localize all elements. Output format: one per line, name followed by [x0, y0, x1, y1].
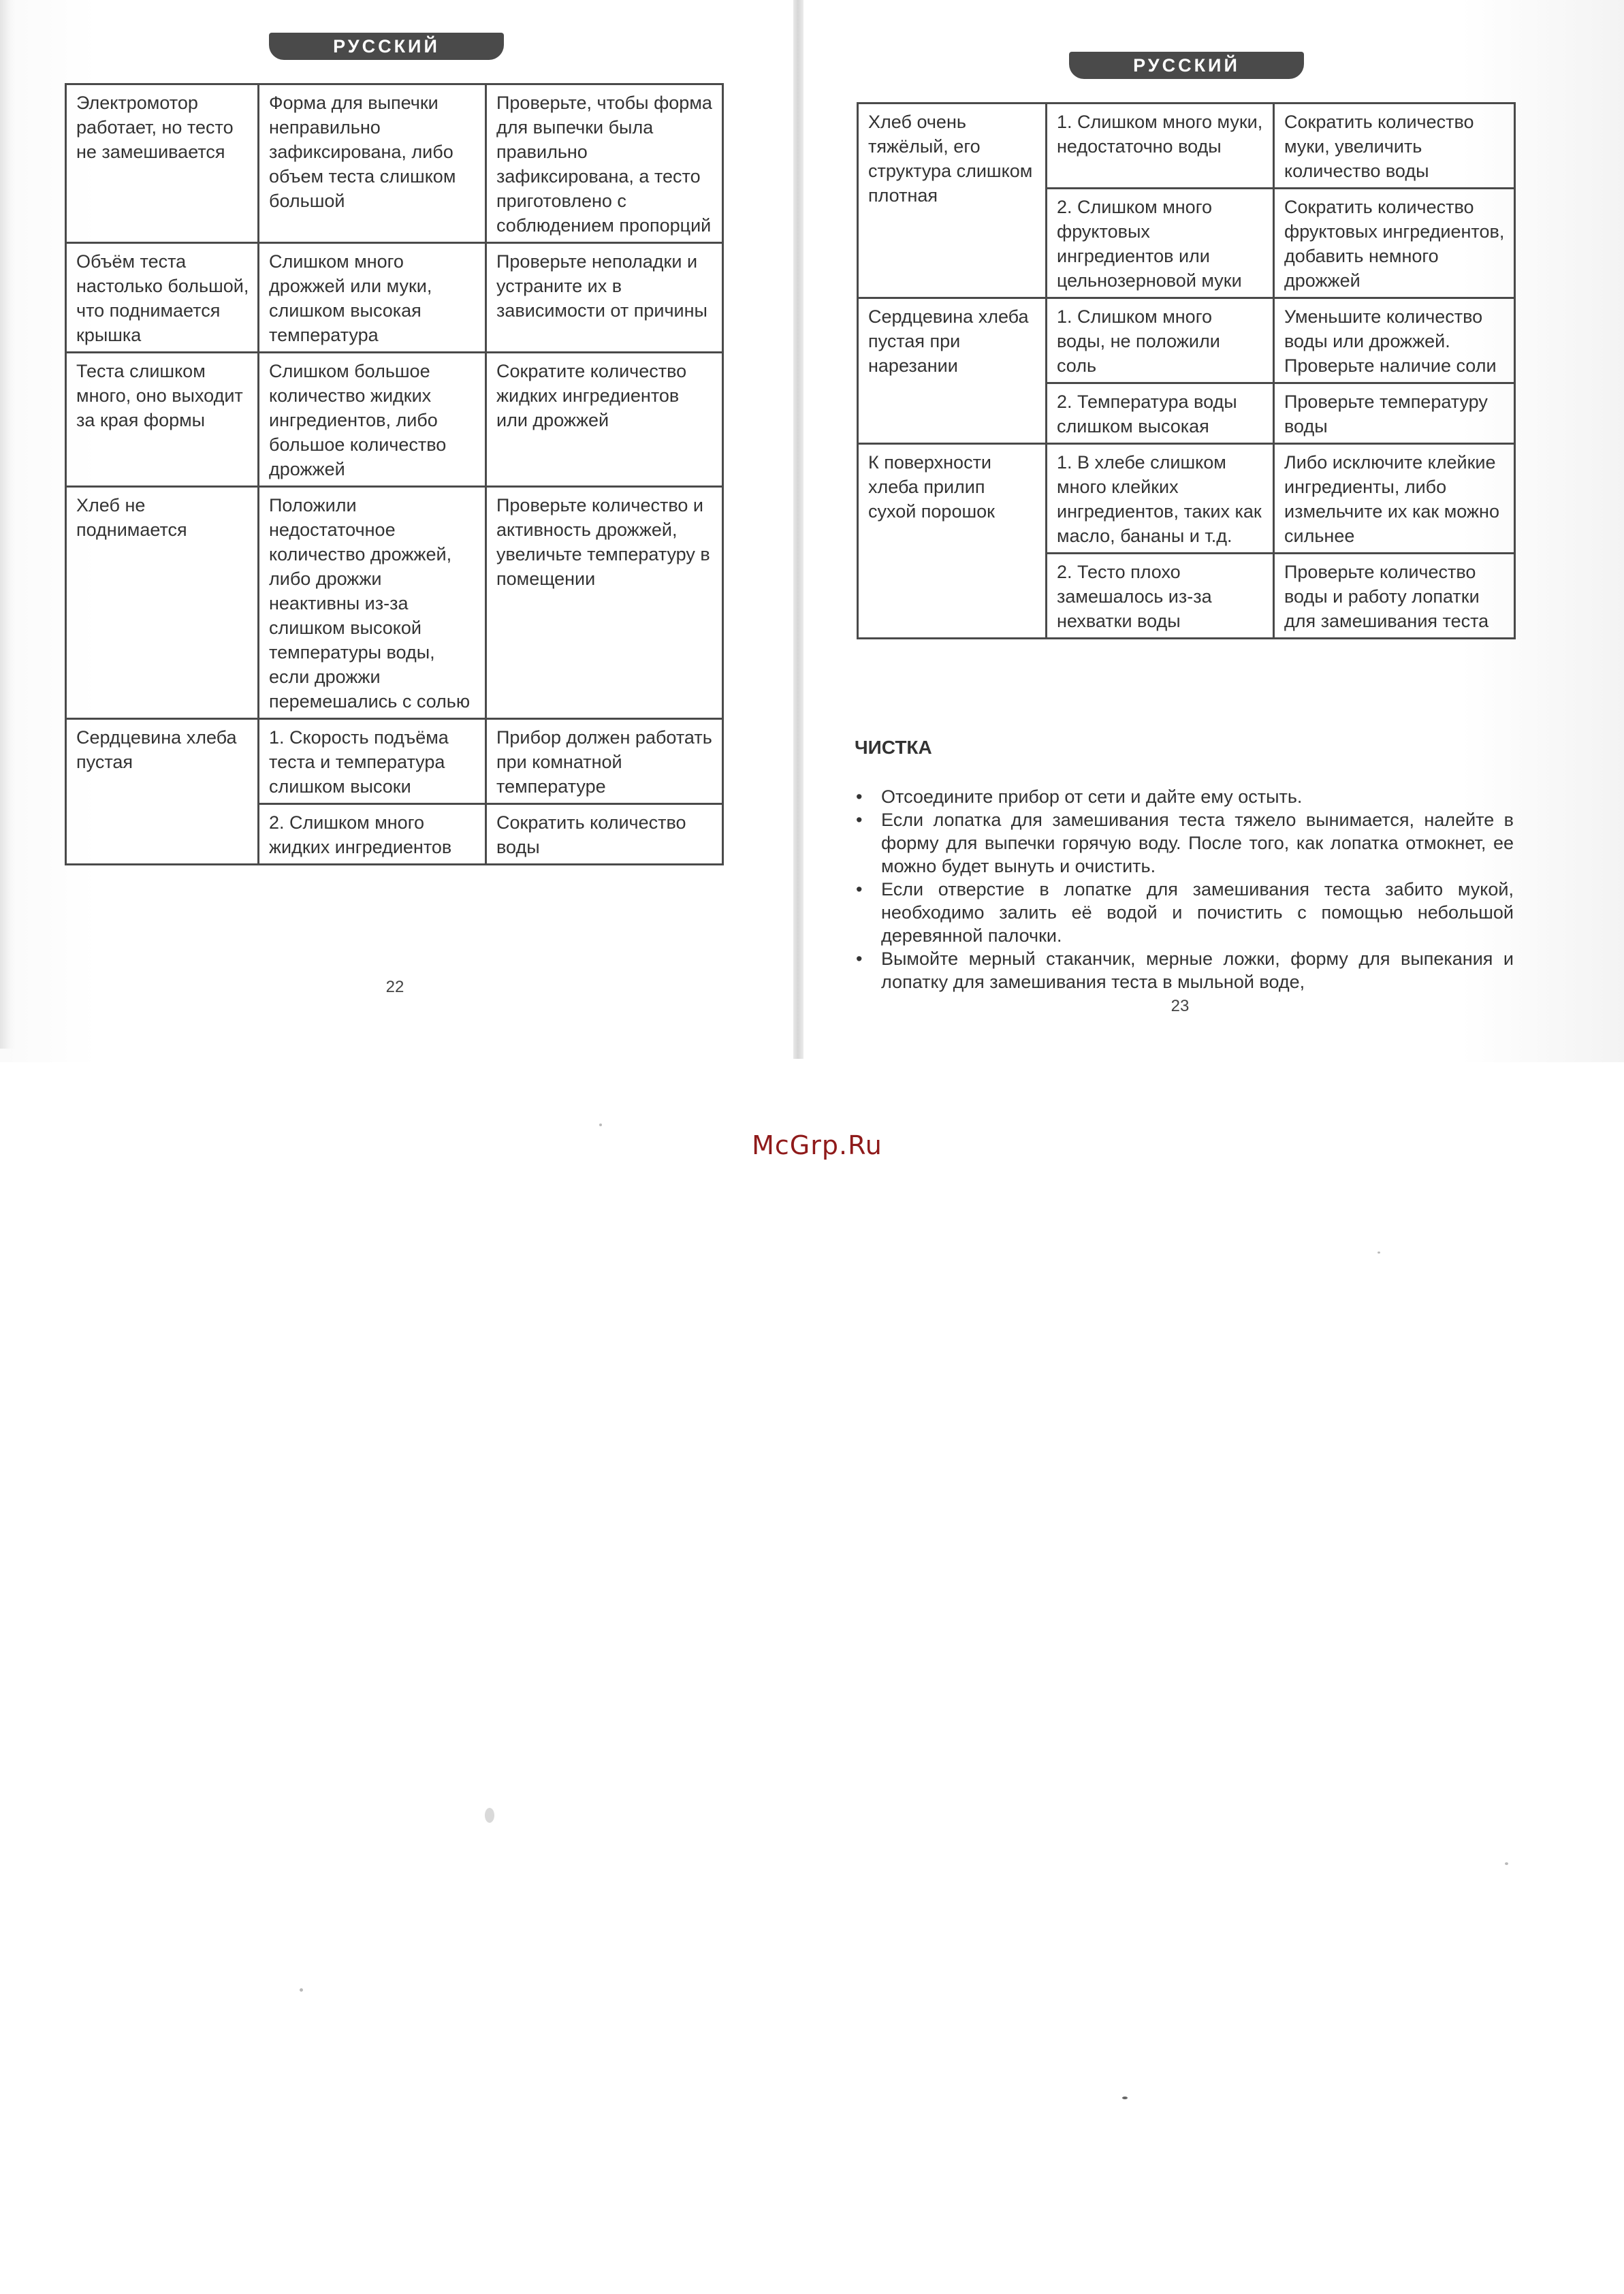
cause-cell: 2. Тесто плохо замешалось из-за нехватки воды: [1047, 554, 1274, 639]
cause-cell: 1. Слишком много муки, недостаточно воды: [1047, 103, 1274, 189]
cause-cell: 2. Слишком много фруктовых ингредиентов или цельнозерновой муки: [1047, 189, 1274, 298]
table-row: [858, 298, 1515, 383]
list-item: [855, 808, 1514, 878]
list-item: [855, 878, 1514, 947]
table-row: [66, 353, 723, 487]
table-row: [66, 487, 723, 719]
cause-cell: Форма для выпечки неправильно зафиксирована, либо объем теста слишком большой: [259, 84, 486, 243]
list-item: [855, 947, 1514, 993]
solution-cell: Уменьшите количество воды или дрожжей. Проверьте наличие соли: [1274, 298, 1515, 383]
problem-cell: К поверхности хлеба прилип сухой порошок: [858, 444, 1047, 639]
cause-cell: Слишком много дрожжей или муки, слишком высокая температура: [259, 243, 486, 353]
bullet-icon: •: [856, 879, 863, 899]
scan-speck: [1505, 1862, 1508, 1865]
list-item-text: Отсоедините прибор от сети и дайте ему остыть.: [881, 786, 1303, 807]
solution-cell: Прибор должен работать при комнатной температуре: [486, 719, 723, 804]
solution-cell: Проверьте количество и активность дрожжей, увеличьте температуру в помещении: [486, 487, 723, 719]
table-row: [66, 84, 723, 243]
cause-cell: Слишком большое количество жидких ингредиентов, либо большое количество дрожжей: [259, 353, 486, 487]
table-row: [858, 444, 1515, 554]
page-number: 23: [1171, 997, 1190, 1015]
language-tab: РУССКИЙ: [1069, 52, 1304, 79]
solution-cell: Проверьте неполадки и устраните их в зависимости от причины: [486, 243, 723, 353]
troubleshooting-table-right: [857, 102, 1516, 639]
solution-cell: Сократить количество фруктовых ингредиентов, добавить немного дрожжей: [1274, 189, 1515, 298]
bullet-icon: •: [856, 810, 863, 830]
troubleshooting-table-left: [65, 83, 724, 865]
cause-cell: Положили недостаточное количество дрожжей, либо дрожжи неактивны из-за слишком высокой температуры воды, если дрожжи перемешались с солью: [259, 487, 486, 719]
bullet-icon: •: [856, 949, 863, 969]
bullet-icon: •: [856, 786, 863, 807]
problem-cell: Объём теста настолько большой, что поднимается крышка: [66, 243, 259, 353]
cleaning-list: [855, 785, 1514, 993]
page-number: 22: [385, 978, 404, 996]
solution-cell: Сократить количество воды: [486, 804, 723, 865]
list-item: [855, 785, 1514, 808]
language-tab: РУССКИЙ: [269, 33, 504, 60]
cause-cell: 2. Слишком много жидких ингредиентов: [259, 804, 486, 865]
page-right: [803, 0, 1624, 1062]
table-row: [66, 719, 723, 804]
book-gutter: [793, 0, 803, 1059]
list-item-text: Вымойте мерный стаканчик, мерные ложки, форму для выпекания и лопатку для замешивания теста в мыльной воде,: [881, 949, 1514, 992]
cause-cell: 1. Скорость подъёма теста и температура слишком высоки: [259, 719, 486, 804]
scan-speck: [1378, 1252, 1380, 1254]
problem-cell: Хлеб очень тяжёлый, его структура слишком плотная: [858, 103, 1047, 298]
cause-cell: 1. В хлебе слишком много клейких ингредиентов, таких как масло, бананы и т.д.: [1047, 444, 1274, 554]
solution-cell: Либо исключите клейкие ингредиенты, либо измельчите их как можно сильнее: [1274, 444, 1515, 554]
page-left: [0, 0, 793, 1062]
solution-cell: Проверьте температуру воды: [1274, 383, 1515, 444]
problem-cell: Сердцевина хлеба пустая при нарезании: [858, 298, 1047, 444]
solution-cell: Сократите количество жидких ингредиентов или дрожжей: [486, 353, 723, 487]
scan-speck: [599, 1124, 602, 1126]
solution-cell: Проверьте, чтобы форма для выпечки была правильно зафиксирована, а тесто приготовлено с соблюдением пропорций: [486, 84, 723, 243]
problem-cell: Хлеб не поднимается: [66, 487, 259, 719]
list-item-text: Если отверстие в лопатке для замешивания теста забито мукой, необходимо залить её водой и почистить с помощью небольшой деревянной палочки.: [881, 879, 1514, 946]
solution-cell: Сократить количество муки, увеличить количество воды: [1274, 103, 1515, 189]
scan-speck: [1122, 2097, 1128, 2099]
problem-cell: Сердцевина хлеба пустая: [66, 719, 259, 865]
problem-cell: Электромотор работает, но тесто не замешивается: [66, 84, 259, 243]
cause-cell: 1. Слишком много воды, не положили соль: [1047, 298, 1274, 383]
scan-speck: [485, 1808, 494, 1823]
cleaning-heading: ЧИСТКА: [855, 737, 932, 758]
scan-speck: [300, 1988, 303, 1992]
solution-cell: Проверьте количество воды и работу лопатки для замешивания теста: [1274, 554, 1515, 639]
problem-cell: Теста слишком много, оно выходит за края формы: [66, 353, 259, 487]
watermark-link[interactable]: McGrp.Ru: [752, 1130, 882, 1160]
cause-cell: 2. Температура воды слишком высокая: [1047, 383, 1274, 444]
table-row: [66, 243, 723, 353]
table-row: [858, 103, 1515, 189]
list-item-text: Если лопатка для замешивания теста тяжело вынимается, налейте в форму для выпечки горячую воду. После того, как лопатка отмокнет, ее можно будет вынуть и очистить.: [881, 810, 1514, 876]
manual-spread: [0, 0, 1624, 1062]
